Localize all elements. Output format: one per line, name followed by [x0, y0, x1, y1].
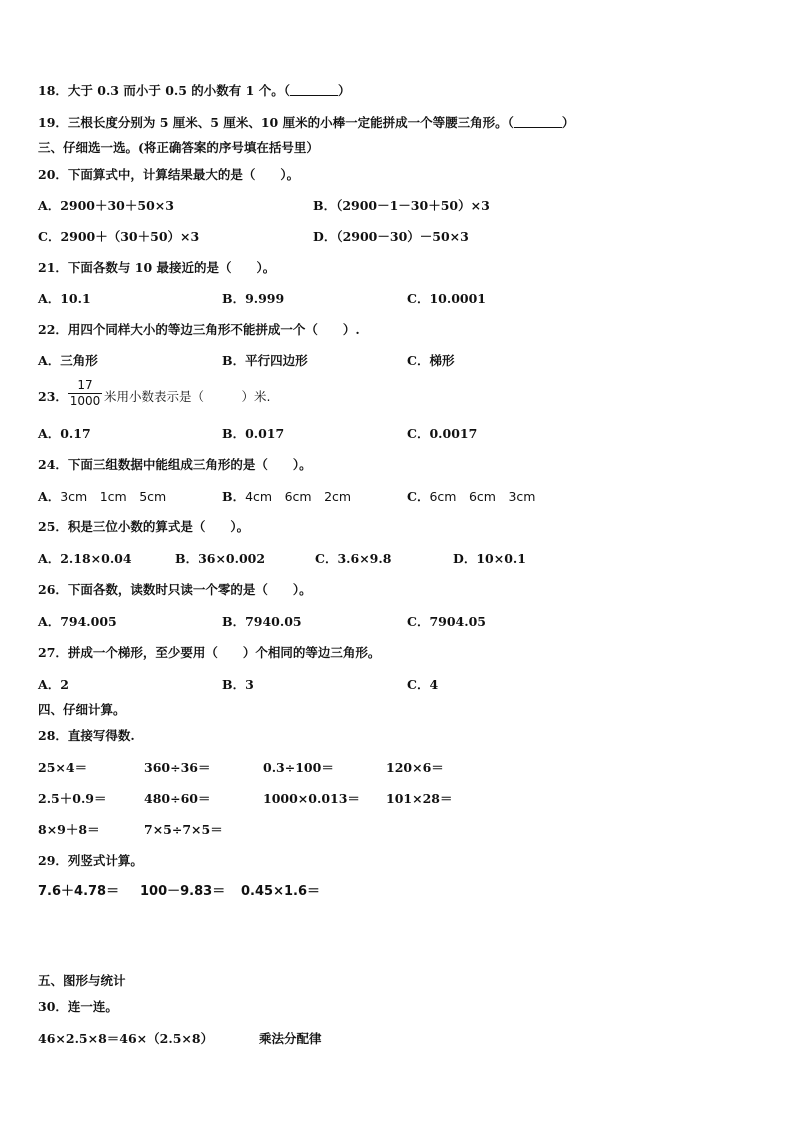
calc-item: 2.5＋0.9＝	[38, 791, 107, 806]
option-b[interactable]: B．4cm 6cm 2cm	[222, 489, 352, 504]
option-b-values: 4cm 6cm 2cm	[245, 489, 352, 504]
question-30-stem: 30．连一连。	[38, 999, 118, 1014]
question-22-stem: 22．用四个同样大小的等边三角形不能拼成一个（ ）.	[38, 322, 360, 337]
option-c[interactable]: C．2900＋（30＋50）×3	[38, 229, 200, 244]
answer-blank[interactable]	[514, 115, 562, 128]
calc-item: 120×6＝	[386, 760, 444, 775]
section-heading-5: 五、图形与统计	[38, 973, 126, 988]
option-a[interactable]: A．0.17	[38, 426, 91, 441]
option-b[interactable]: B．3	[222, 677, 254, 692]
option-b[interactable]: B．36×0.002	[175, 551, 266, 566]
option-b[interactable]: B．7940.05	[222, 614, 302, 629]
calc-item: 480÷60＝	[144, 791, 211, 806]
vertical-calc-item: 0.45×1.6＝	[241, 884, 320, 899]
vertical-calc-item: 100－9.83＝	[140, 884, 226, 899]
option-a[interactable]: A．2.18×0.04	[38, 551, 132, 566]
option-a-values: 3cm 1cm 5cm	[60, 489, 167, 504]
option-c[interactable]: C．6cm 6cm 3cm	[407, 489, 536, 504]
option-b[interactable]: B．0.017	[222, 426, 285, 441]
question-23-stem: 米用小数表示是（ ）米.	[104, 389, 271, 404]
question-18: 18．大于 0.3 而小于 0.5 的小数有 1 个。（ ）	[38, 83, 351, 98]
question-20-stem: 20．下面算式中，计算结果最大的是（ ）。	[38, 167, 300, 182]
match-right-item[interactable]: 乘法分配律	[259, 1031, 322, 1046]
calc-item: 0.3÷100＝	[263, 760, 334, 775]
option-a[interactable]: A．3cm 1cm 5cm	[38, 489, 167, 504]
calc-item: 360÷36＝	[144, 760, 211, 775]
question-25-stem: 25．积是三位小数的算式是（ ）。	[38, 519, 250, 534]
calc-item: 101×28＝	[386, 791, 453, 806]
answer-blank[interactable]	[290, 83, 338, 96]
option-b[interactable]: B．9.999	[222, 291, 285, 306]
option-b[interactable]: B．平行四边形	[222, 353, 308, 368]
option-c[interactable]: C．3.6×9.8	[315, 551, 392, 566]
question-21-stem: 21．下面各数与 10 最接近的是（ ）。	[38, 260, 276, 275]
option-b[interactable]: B．（2900－1－30＋50）×3	[313, 198, 490, 213]
option-a[interactable]: A．2	[38, 677, 69, 692]
option-a[interactable]: A．三角形	[38, 353, 98, 368]
calc-item: 7×5÷7×5＝	[144, 822, 223, 837]
question-29-stem: 29．列竖式计算。	[38, 853, 143, 868]
question-24-stem: 24．下面三组数据中能组成三角形的是（ ）。	[38, 457, 312, 472]
option-d[interactable]: D．（2900－30）－50×3	[313, 229, 469, 244]
fraction-numerator: 17	[68, 378, 102, 394]
question-19: 19．三根长度分别为 5 厘米、5 厘米、10 厘米的小棒一定能拼成一个等腰三角形。（ ）	[38, 115, 575, 130]
section-heading-3: 三、仔细选一选。(将正确答案的序号填在括号里）	[38, 140, 319, 155]
option-a[interactable]: A．2900＋30＋50×3	[38, 198, 174, 213]
calc-item: 1000×0.013＝	[263, 791, 360, 806]
calc-item: 25×4＝	[38, 760, 88, 775]
option-c[interactable]: C．7904.05	[407, 614, 486, 629]
question-28-stem: 28．直接写得数.	[38, 728, 135, 743]
question-19-text: 19．三根长度分别为 5 厘米、5 厘米、10 厘米的小棒一定能拼成一个等腰三角形。（	[38, 115, 514, 130]
option-a[interactable]: A．794.005	[38, 614, 117, 629]
vertical-calc-item: 7.6＋4.78＝	[38, 884, 120, 899]
option-c[interactable]: C．4	[407, 677, 439, 692]
option-c[interactable]: C．梯形	[407, 353, 455, 368]
question-18-text: 18．大于 0.3 而小于 0.5 的小数有 1 个。（	[38, 83, 290, 98]
option-d[interactable]: D．10×0.1	[453, 551, 526, 566]
fraction-denominator: 1000	[69, 394, 101, 408]
question-27-stem: 27．拼成一个梯形，至少要用（ ）个相同的等边三角形。	[38, 645, 381, 660]
question-23-number: 23．	[38, 389, 68, 404]
option-c[interactable]: C．10.0001	[407, 291, 486, 306]
option-c[interactable]: C．0.0017	[407, 426, 478, 441]
fraction	[68, 378, 102, 409]
option-a[interactable]: A．10.1	[38, 291, 91, 306]
match-left-item[interactable]: 46×2.5×8＝46×（2.5×8）	[38, 1031, 214, 1046]
calc-item: 8×9＋8＝	[38, 822, 100, 837]
option-c-values: 6cm 6cm 3cm	[429, 489, 536, 504]
section-heading-4: 四、仔细计算。	[38, 702, 126, 717]
question-26-stem: 26．下面各数，读数时只读一个零的是（ ）。	[38, 582, 312, 597]
